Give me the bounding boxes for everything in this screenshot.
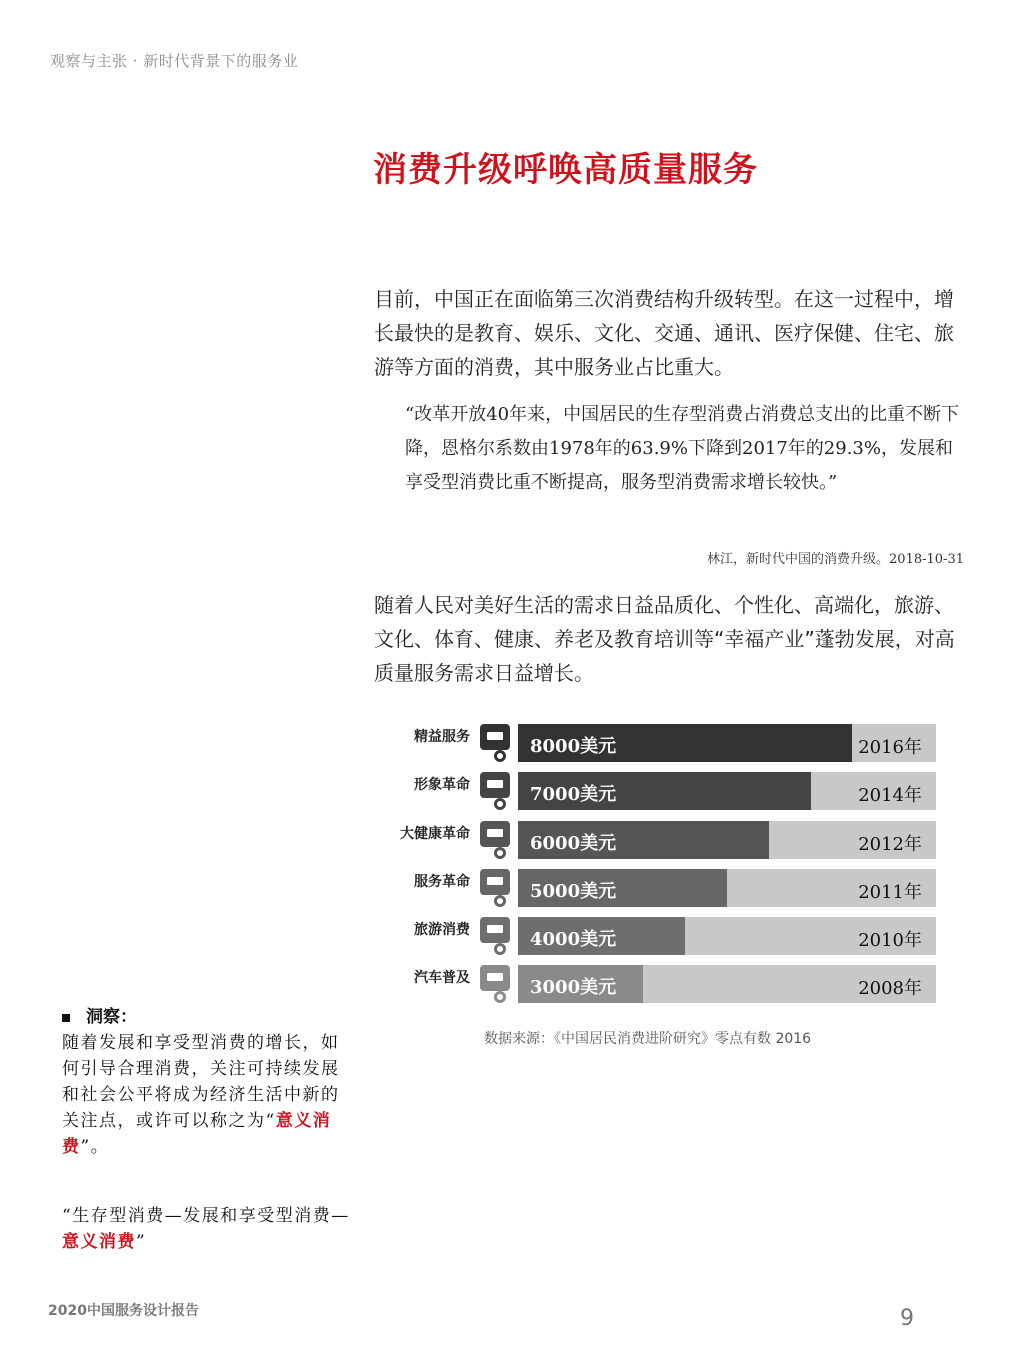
year-label: 2010年 xyxy=(858,930,922,951)
bar-track xyxy=(518,917,936,955)
category-label: 服务革命 xyxy=(414,874,470,890)
chart-source: 数据来源：《中国居民消费进阶研究》零点有数 2016 xyxy=(484,1031,812,1047)
bar-track xyxy=(518,821,936,859)
insight-body-text: 随着发展和享受型消费的增长，如何引导合理消费，关注可持续发展和社会公平将成为经济生活中新的关注点，或许可以称之为“ xyxy=(62,1033,340,1131)
year-label: 2011年 xyxy=(858,882,922,903)
category-label: 汽车普及 xyxy=(414,970,470,986)
insight-body xyxy=(62,1030,342,1160)
insight-body-end: ”。 xyxy=(80,1137,110,1157)
bar-value-label: 4000美元 xyxy=(530,929,617,950)
insight-quote xyxy=(62,1203,352,1255)
running-header: 观察与主张 · 新时代背景下的服务业 xyxy=(50,52,299,70)
bar-track xyxy=(518,869,936,907)
bullet-icon xyxy=(62,1014,70,1022)
truck-icon xyxy=(478,770,518,812)
bar-value-label: 3000美元 xyxy=(530,977,617,998)
chart-row xyxy=(380,819,940,859)
bar-value-label: 5000美元 xyxy=(530,881,617,902)
bar-value-label: 8000美元 xyxy=(530,736,617,757)
chart-row xyxy=(380,915,940,955)
quote-source: 林江，新时代中国的消费升级。2018-10-31 xyxy=(707,552,964,567)
insight-heading-text: 洞察： xyxy=(86,1007,137,1027)
year-label: 2014年 xyxy=(858,785,922,806)
page-number: 9 xyxy=(900,1306,914,1331)
bar-value-label: 7000美元 xyxy=(530,784,617,805)
category-label: 形象革命 xyxy=(414,777,470,793)
truck-icon xyxy=(478,867,518,909)
insight-heading xyxy=(62,1002,137,1027)
chart-row xyxy=(380,867,940,907)
truck-icon xyxy=(478,722,518,764)
bar-track xyxy=(518,772,936,810)
truck-icon xyxy=(478,915,518,957)
chart-row xyxy=(380,770,940,810)
quote-block: “改革开放40年来，中国居民的生存型消费占消费总支出的比重不断下降，恩格尔系数由1978年的63.9%下降到2017年的29.3%，发展和享受型消费比重不断提高，服务型消费需求增长较快。” xyxy=(405,404,960,493)
year-label: 2012年 xyxy=(858,834,922,855)
chart-row xyxy=(380,963,940,1003)
bar-value-label: 6000美元 xyxy=(530,833,617,854)
truck-icon xyxy=(478,819,518,861)
category-label: 大健康革命 xyxy=(400,826,470,842)
intro-paragraph: 目前，中国正在面临第三次消费结构升级转型。在这一过程中，增长最快的是教育、娱乐、文化、交通、通讯、医疗保健、住宅、旅游等方面的消费，其中服务业占比重大。 xyxy=(374,287,954,379)
bar-track xyxy=(518,965,936,1003)
year-label: 2008年 xyxy=(858,978,922,999)
page-title: 消费升级呼唤高质量服务 xyxy=(373,150,758,190)
insight-quote-highlight: 意义消费 xyxy=(62,1232,136,1252)
footer-title: 2020中国服务设计报告 xyxy=(48,1303,199,1319)
truck-icon xyxy=(478,963,518,1005)
year-label: 2016年 xyxy=(858,737,922,758)
category-label: 精益服务 xyxy=(414,729,470,745)
insight-quote-end: ” xyxy=(136,1232,147,1252)
second-paragraph: 随着人民对美好生活的需求日益品质化、个性化、高端化，旅游、文化、体育、健康、养老及教育培训等“幸福产业”蓬勃发展，对高质量服务需求日益增长。 xyxy=(374,593,955,685)
insight-highlight: 意义消费 xyxy=(62,1111,332,1157)
category-label: 旅游消费 xyxy=(414,922,470,938)
chart-row xyxy=(380,722,940,762)
insight-quote-text: “生存型消费—发展和享受型消费— xyxy=(62,1206,350,1226)
bar-track xyxy=(518,724,936,762)
consumption-upgrade-chart xyxy=(380,722,940,1012)
